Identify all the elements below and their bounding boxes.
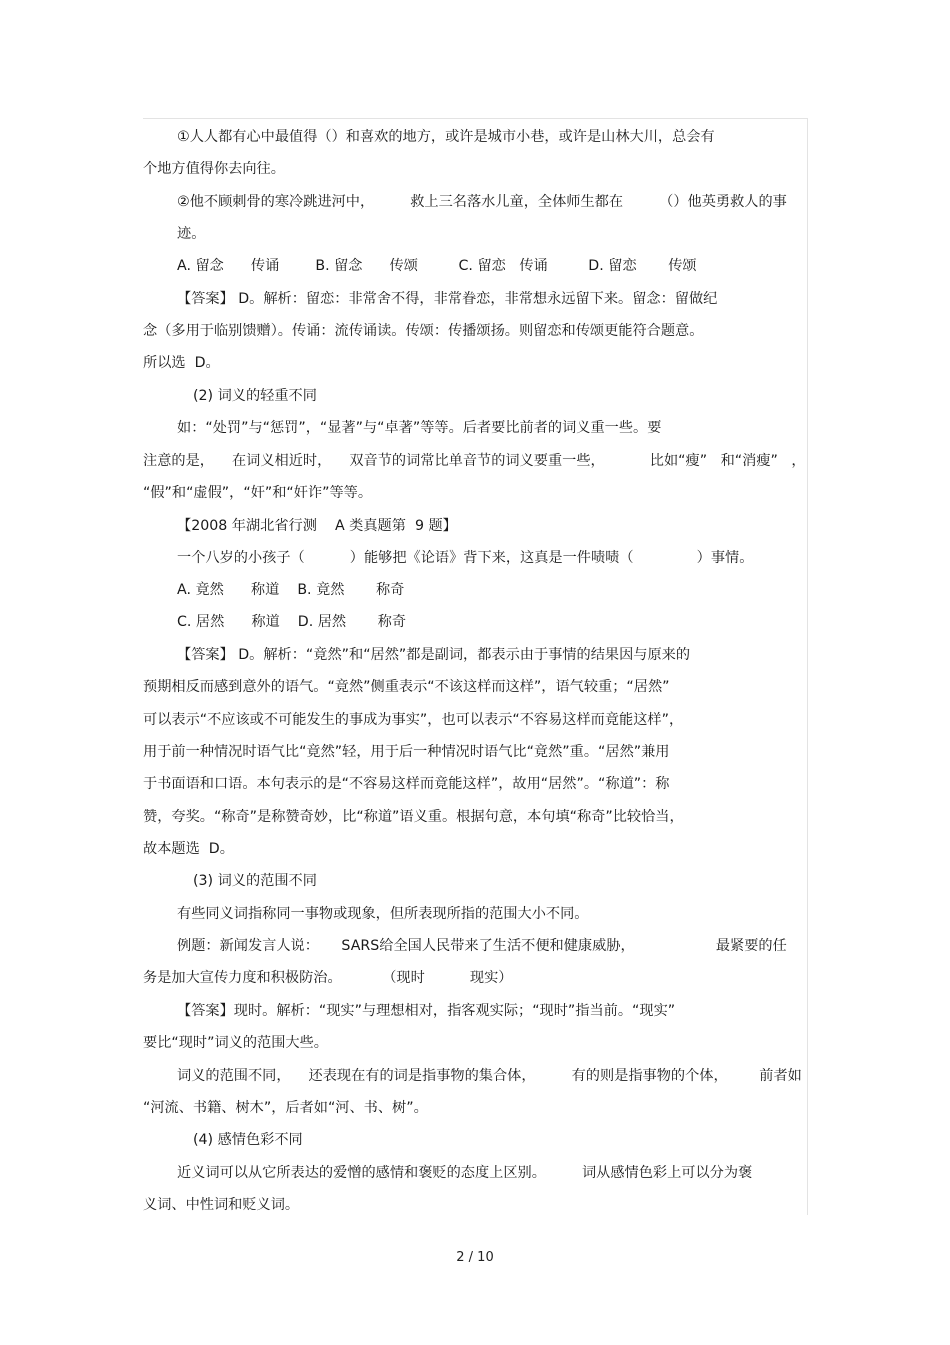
- text-line: 务是加大宣传力度和积极防治。 （现时 现实）: [143, 970, 513, 986]
- text-line: “河流、书籍、树木”，后者如“河、书、树”。: [143, 1100, 428, 1116]
- text-line: 有些同义词指称同一事物或现象，但所表现所指的范围大小不同。: [177, 906, 589, 922]
- text-line: ①人人都有心中最值得（）和喜欢的地方，或许是城市小巷，或许是山林大川，总会有: [177, 129, 715, 145]
- text-line: 要比“现时”词义的范围大些。: [143, 1035, 328, 1051]
- text-line: 词义的范围不同， 还表现在有的词是指事物的集合体， 有的则是指事物的个体， 前者如: [177, 1068, 802, 1084]
- text-line: 迹。: [177, 226, 206, 242]
- text-line: 【答案】 D。解析：留恋：非常舍不得，非常眷恋，非常想永远留下来。留念：留做纪: [177, 291, 718, 307]
- text-line: 预期相反而感到意外的语气。“竟然”侧重表示“不该这样而这样”，语气较重；“居然”: [143, 679, 670, 695]
- text-line: 念（多用于临别馈赠）。传诵：流传诵读。传颂：传播颂扬。则留恋和传颂更能符合题意。: [143, 323, 704, 339]
- text-line: 近义词可以从它所表达的爱憎的感情和褒贬的态度上区别。 词从感情色彩上可以分为褒: [177, 1165, 753, 1181]
- page-frame-right-border: [807, 118, 808, 1215]
- text-line: 例题：新闻发言人说： SARS给全国人民带来了生活不便和健康威胁， 最紧要的任: [177, 938, 787, 954]
- section-heading: (2) 词义的轻重不同: [193, 388, 317, 404]
- section-heading: (3) 词义的范围不同: [193, 873, 317, 889]
- page-frame-top-border: [143, 118, 808, 119]
- text-line: ②他不顾刺骨的寒冷跳进河中， 救上三名落水儿童，全体师生都在 （）他英勇救人的事: [177, 194, 787, 210]
- text-line: 于书面语和口语。本句表示的是“不容易这样而竟能这样”，故用“居然”。“称道”：称: [143, 776, 670, 792]
- text-line: 义词、中性词和贬义词。: [143, 1197, 300, 1213]
- answer-options: C. 居然 称道 D. 居然 称奇: [177, 614, 407, 630]
- text-line: 所以选 D。: [143, 355, 220, 371]
- text-line: “假”和“虚假”，“奸”和“奸诈”等等。: [143, 485, 373, 501]
- text-line: 如：“处罚”与“惩罚”，“显著”与“卓著”等等。后者要比前者的词义重一些。要: [177, 420, 662, 436]
- text-line: 故本题选 D。: [143, 841, 234, 857]
- text-line: 个地方值得你去向往。: [143, 161, 285, 177]
- question-heading: 【2008 年湖北省行测 A 类真题第 9 题】: [177, 518, 457, 534]
- text-line: 用于前一种情况时语气比“竟然”轻，用于后一种情况时语气比“竟然”重。“居然”兼用: [143, 744, 670, 760]
- page-number: 2 / 10: [456, 1250, 494, 1265]
- section-heading: (4) 感情色彩不同: [193, 1132, 303, 1148]
- text-line: 可以表示“不应该或不可能发生的事成为事实”，也可以表示“不容易这样而竟能这样”，: [143, 712, 684, 728]
- text-line: 赞，夸奖。“称奇”是称赞奇妙，比“称道”语义重。根据句意，本句填“称奇”比较恰当，: [143, 809, 684, 825]
- text-line: 注意的是， 在词义相近时， 双音节的词常比单音节的词义要重一些， 比如“瘦” 和“消瘦” ，: [143, 453, 806, 469]
- text-line: 一个八岁的小孩子（ ）能够把《论语》背下来，这真是一件啧啧（ ）事情。: [177, 550, 754, 566]
- text-line: 【答案】 D。解析：“竟然”和“居然”都是副词，都表示由于事情的结果因与原来的: [177, 647, 691, 663]
- answer-options: A. 留念 传诵 B. 留念 传颂 C. 留恋 传诵 D. 留恋 传颂: [177, 258, 697, 274]
- answer-options: A. 竟然 称道 B. 竟然 称奇: [177, 582, 405, 598]
- text-line: 【答案】现时。解析：“现实”与理想相对，指客观实际；“现时”指当前。“现实”: [177, 1003, 676, 1019]
